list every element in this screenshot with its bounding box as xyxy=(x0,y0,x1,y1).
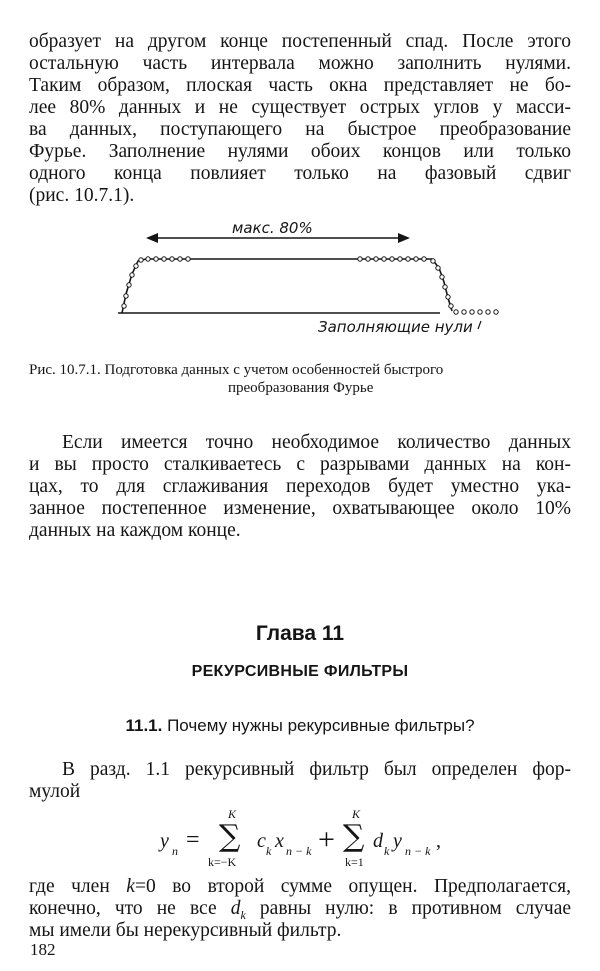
section-number: 11.1. xyxy=(125,716,163,735)
text-line: образует на другом конце постепенный спад. После этого xyxy=(29,31,571,52)
text-line: данных на каждом конце. xyxy=(29,520,241,541)
text-line: мулой xyxy=(29,781,81,802)
label-pointer xyxy=(478,321,481,329)
sum-icon: ∑ xyxy=(219,819,241,854)
formula-lhs: y xyxy=(160,830,169,852)
text-line: занное постепенное изменение, охватывающее около 10% xyxy=(29,498,571,519)
chapter-subtitle: РЕКУРСИВНЫЕ ФИЛЬТРЫ xyxy=(191,663,409,680)
text-line: Если имеется точно необходимое количество данных xyxy=(62,432,571,453)
sum-icon: ∑ xyxy=(343,819,365,854)
page-number: 182 xyxy=(30,940,56,959)
text-line: одного конца повлияет только на фазовый сдвиг xyxy=(29,163,571,184)
text-line: мы имели бы нерекурсивный фильтр. xyxy=(29,920,342,941)
figure-caption-line1: Рис. 10.7.1. Подготовка данных с учетом особенностей быстрого xyxy=(29,362,444,378)
arrow-right-icon xyxy=(398,233,410,243)
text-line: лее 80% данных и не существует острых углов у масси- xyxy=(29,97,571,118)
text-line: Таким образом, плоская часть окна представляет не бо- xyxy=(29,75,571,96)
text-line: конечно, что не все $d_k$ равны нулю: в противном случае xyxy=(29,898,572,922)
text-line: где член k=0 во второй сумме опущен. Предполагается, xyxy=(29,876,572,897)
figure-bottom-label: Заполняющие нули xyxy=(318,318,473,336)
text-line: Фурье. Заполнение нулями обоих концов или только xyxy=(29,141,571,162)
chapter-title: Глава 11 xyxy=(255,622,345,645)
text-line: цах, то для сглаживания переходов будет уместно ука- xyxy=(29,476,571,497)
window-curve xyxy=(122,259,452,313)
section-heading xyxy=(0,716,600,736)
arrow-left-icon xyxy=(146,233,158,243)
formula: y n = K ∑ k=−K c k x n − k + K ∑ k=1 d k y n − k , xyxy=(160,807,441,869)
figure-top-label: макс. 80% xyxy=(232,219,313,237)
text-line: и вы просто сталкиваетесь с разрывами данных на кон- xyxy=(29,454,571,475)
text-line: ва данных, поступающего на быстрое преобразование xyxy=(29,119,571,140)
text-line: остальную часть интервала можно заполнить нулями. xyxy=(29,53,571,74)
figure-caption-line2: преобразования Фурье xyxy=(228,380,374,396)
text-line: В разд. 1.1 рекурсивный фильтр был определен фор- xyxy=(62,759,571,780)
text-line: (рис. 10.7.1). xyxy=(29,185,135,206)
section-title: Почему нужны рекурсивные фильтры? xyxy=(167,716,475,735)
figure-window-diagram xyxy=(100,212,520,342)
